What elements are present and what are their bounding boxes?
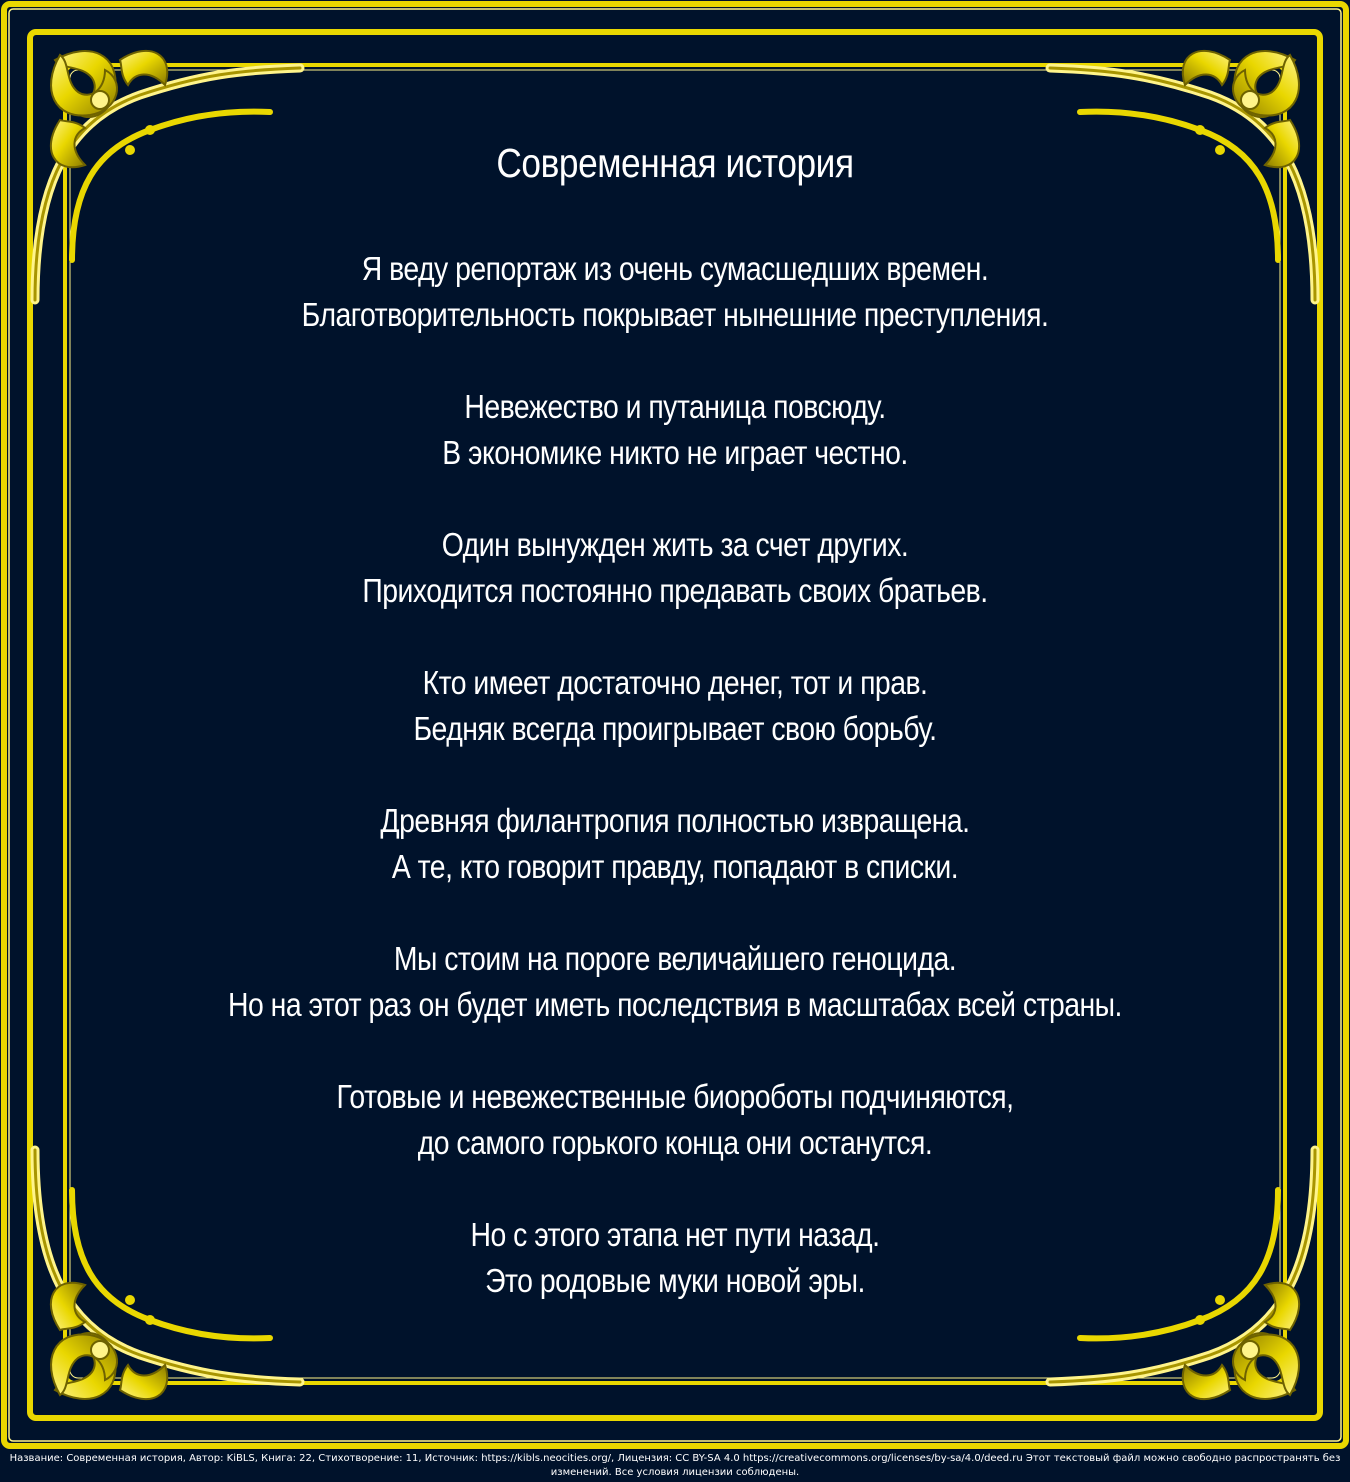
- poem-line: Невежество и путаница повсюду.: [464, 388, 886, 425]
- poem-line: Кто имеет достаточно денег, тот и прав.: [422, 664, 928, 701]
- stanza-3: [90, 522, 1260, 614]
- poem-line: Готовые и невежественные биороботы подчиняются,: [336, 1078, 1014, 1115]
- poem-line: Мы стоим на пороге величайшего геноцида.: [393, 940, 957, 977]
- poem-line: Древняя филантропия полностью извращена.: [380, 802, 970, 839]
- stanza-4: [90, 660, 1260, 752]
- poem-title: Современная история: [496, 140, 854, 186]
- poem-line: Но с этого этапа нет пути назад.: [470, 1216, 880, 1253]
- poem-line: В экономике никто не играет честно.: [442, 434, 908, 471]
- stanza-5: [90, 798, 1260, 890]
- poem-line: Но на этот раз он будет иметь последствия в масштабах всей страны.: [228, 986, 1122, 1023]
- poem-line: Это родовые муки новой эры.: [485, 1262, 865, 1299]
- stanza-8: [90, 1212, 1260, 1304]
- poem-line: А те, кто говорит правду, попадают в списки.: [391, 848, 959, 885]
- poem-line: Бедняк всегда проигрывает свою борьбу.: [413, 710, 937, 747]
- stanza-7: [90, 1074, 1260, 1166]
- poem-line: до самого горького конца они останутся.: [417, 1124, 933, 1161]
- poem-line: Приходится постоянно предавать своих братьев.: [362, 572, 988, 609]
- stanza-2: [90, 384, 1260, 476]
- stanza-1: [90, 246, 1260, 338]
- stanza-6: [90, 936, 1260, 1028]
- poem-line: Я веду репортаж из очень сумасшедших времен.: [361, 250, 989, 287]
- license-footer: Название: Современная история, Автор: KiBLS, Книга: 22, Стихотворение: 11, Источник: https://kibls.neocities.org/, Лицензия: CC BY-SA 4.0 https://creativecommons.org/licenses/by-sa/4.0/deed.ru Этот текстовый файл можно свободно распространять без изменений. Все условия лицензии соблюдены.: [0, 1450, 1350, 1482]
- poem-line: Благотворительность покрывает нынешние преступления.: [301, 296, 1049, 333]
- poem-line: Один вынужден жить за счет других.: [441, 526, 909, 563]
